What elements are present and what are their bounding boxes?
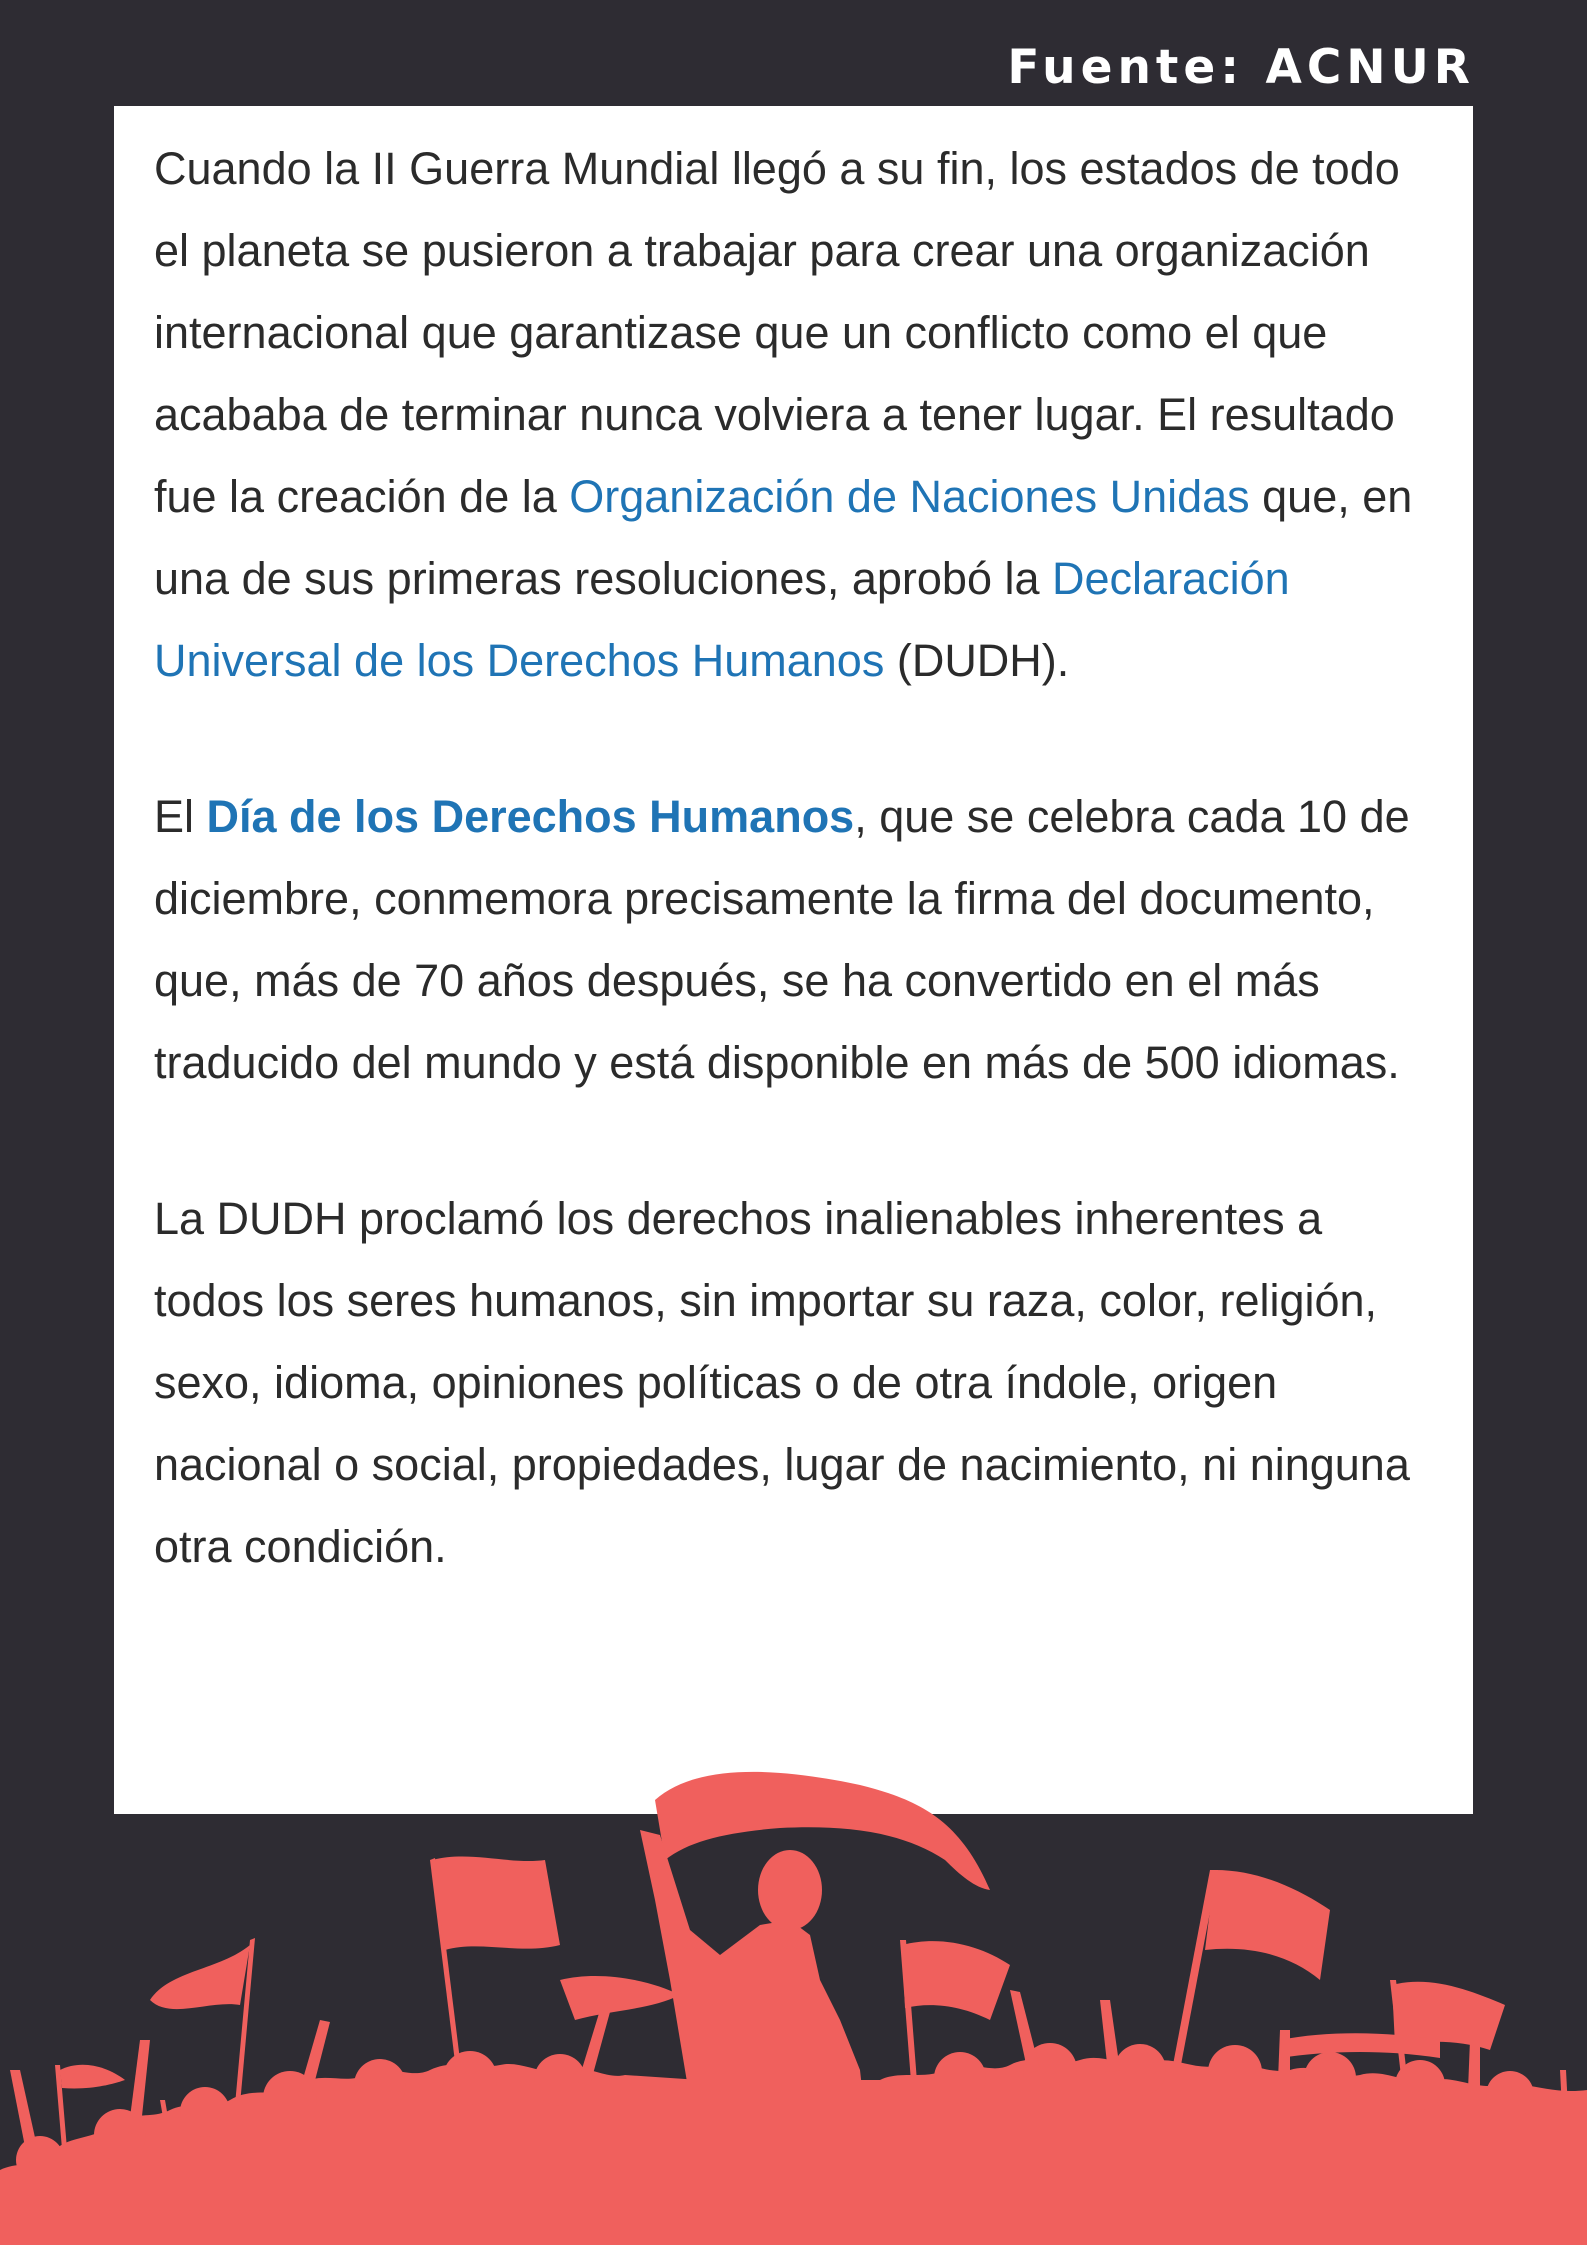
udhr-link[interactable]: Declaración Universal de los Derechos Humanos xyxy=(154,553,1290,686)
paragraph-text: , que se celebra cada 10 de diciembre, conmemora precisamente la firma del documento, que, más de 70 años después, se ha convertido en el más traducido del mundo y está disponible en más de 500 idiomas. xyxy=(154,791,1410,1088)
protest-crowd-silhouette-icon xyxy=(0,1740,1587,2245)
paragraph-text: La DUDH proclamó los derechos inalienables inherentes a todos los seres humanos, sin importar su raza, color, religión, sexo, idioma, opiniones políticas o de otra índole, origen nacional o social, propiedades, lugar de nacimiento, ni ninguna otra condición. xyxy=(154,1193,1410,1572)
paragraph-text: El xyxy=(154,791,207,842)
paragraph-human-rights-day xyxy=(154,776,1433,1104)
paragraph-rights xyxy=(154,1178,1433,1588)
paragraph-history xyxy=(154,128,1433,702)
human-rights-day-link[interactable]: Día de los Derechos Humanos xyxy=(206,791,855,842)
source-credit: Fuente: ACNUR xyxy=(1007,40,1475,95)
un-link[interactable]: Organización de Naciones Unidas xyxy=(569,471,1250,522)
paragraph-text: Cuando la II Guerra Mundial llegó a su fin, los estados de todo el planeta se pusieron a trabajar para crear una organización internacional que garantizase que un conflicto como el que acababa de terminar nunca volviera a tener lugar. El resultado fue la creación de la xyxy=(154,143,1400,522)
paragraph-text: que, en una de sus primeras resoluciones, aprobó la xyxy=(154,471,1413,604)
article-card xyxy=(114,106,1473,1814)
paragraph-text: (DUDH). xyxy=(884,635,1070,686)
